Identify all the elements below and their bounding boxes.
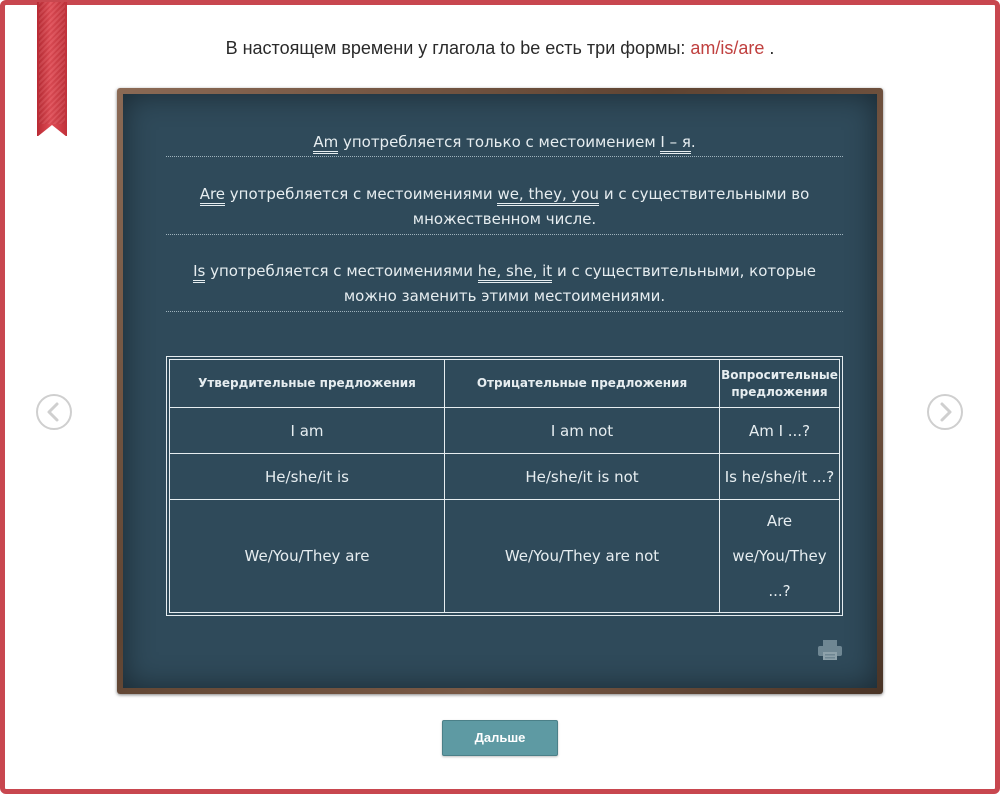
table-cell: Are we/You/They ...?	[720, 500, 840, 613]
table-cell: We/You/They are not	[445, 500, 720, 613]
chevron-right-circle-icon	[929, 396, 961, 428]
divider	[166, 234, 843, 235]
divider	[166, 156, 843, 157]
bookmark-ribbon-icon	[37, 2, 67, 136]
table-header-row	[170, 360, 840, 408]
table-cell: We/You/They are	[170, 500, 445, 613]
divider	[166, 311, 843, 312]
rule-pronouns: we, they, you	[497, 185, 599, 206]
table-cell: He/she/it is not	[445, 454, 720, 500]
rule-are: Are употребляется с местоимениями we, they, you и с существительными во множественном числе.	[199, 185, 810, 228]
next-button[interactable]: Дальше	[442, 720, 558, 756]
table-cell: He/she/it is	[170, 454, 445, 500]
verb-forms: am/is/are	[690, 38, 765, 58]
conjugation-table	[166, 356, 843, 616]
column-header: Вопросительные предложения	[720, 360, 840, 408]
rule-pronouns: I – я	[660, 133, 690, 154]
column-header: Утвердительные предложения	[170, 360, 445, 408]
table-row	[170, 408, 840, 454]
rule-is: Is употребляется с местоимениями he, she, it и с существительными, которые можно заменить этими местоимениями.	[193, 262, 816, 305]
rule-pronouns: he, she, it	[478, 262, 552, 283]
rule-am: Am употребляется только с местоимением I – я.	[166, 130, 843, 155]
chevron-left-circle-icon	[38, 396, 70, 428]
rule-word: Are	[200, 185, 225, 206]
rule-word: Am	[313, 133, 338, 154]
printer-icon[interactable]	[817, 639, 843, 661]
table-cell: I am not	[445, 408, 720, 454]
chalkboard	[123, 94, 877, 688]
intro-text: В настоящем времени у глагола to be есть три формы:	[225, 38, 691, 58]
table-cell: I am	[170, 408, 445, 454]
table-cell: Am I ...?	[720, 408, 840, 454]
table-cell: Is he/she/it ...?	[720, 454, 840, 500]
table-row	[170, 454, 840, 500]
chalkboard-frame	[117, 88, 883, 694]
table-row	[170, 500, 840, 613]
lesson-intro: В настоящем времени у глагола to be есть три формы: am/is/are .	[225, 38, 775, 58]
next-slide-button[interactable]	[927, 394, 963, 430]
prev-slide-button[interactable]	[36, 394, 72, 430]
rule-word: Is	[193, 262, 205, 283]
column-header: Отрицательные предложения	[445, 360, 720, 408]
